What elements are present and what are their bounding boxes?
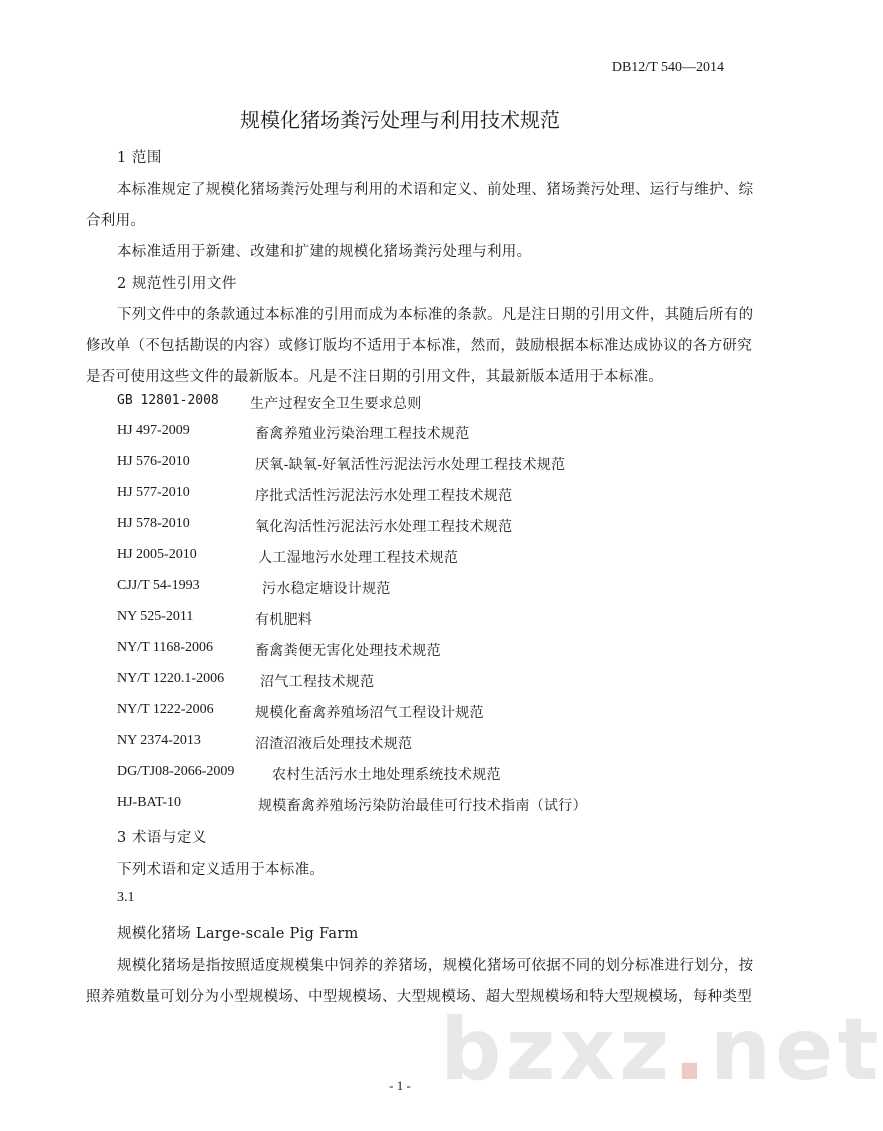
ref-code: HJ 576-2010 xyxy=(117,454,190,469)
paragraph-line: 本标准规定了规模化猪场粪污处理与利用的术语和定义、前处理、猪场粪污处理、运行与维护、综 xyxy=(117,182,754,198)
ref-title: 序批式活性污泥法污水处理工程技术规范 xyxy=(255,488,513,504)
paragraph-line: 规模化猪场是指按照适度规模集中饲养的养猪场，规模化猪场可依据不同的划分标准进行划分，按 xyxy=(117,958,754,974)
ref-code: HJ 577-2010 xyxy=(117,485,190,500)
ref-code: HJ 497-2009 xyxy=(117,423,190,438)
ref-title: 厌氧-缺氧-好氧活性污泥法污水处理工程技术规范 xyxy=(255,457,566,473)
section-3-heading: 3 术语与定义 xyxy=(117,830,207,846)
section-2-heading: 2 规范性引用文件 xyxy=(117,276,237,292)
watermark-dot: . xyxy=(673,1000,710,1100)
watermark-text: bzxz xyxy=(440,1000,674,1100)
document-code: DB12/T 540—2014 xyxy=(611,60,724,75)
paragraph-line: 修改单（不包括勘误的内容）或修订版均不适用于本标准，然而，鼓励根据本标准达成协议的各方研究 xyxy=(86,338,752,354)
ref-title: 生产过程安全卫生要求总则 xyxy=(250,396,422,412)
ref-title: 有机肥料 xyxy=(255,612,313,628)
paragraph-line: 合利用。 xyxy=(86,213,146,229)
ref-title: 沼渣沼液后处理技术规范 xyxy=(255,736,413,752)
ref-title: 人工湿地污水处理工程技术规范 xyxy=(258,550,459,566)
ref-title: 氧化沟活性污泥法污水处理工程技术规范 xyxy=(255,519,513,535)
ref-code: HJ 2005-2010 xyxy=(117,547,197,562)
document-title: 规模化猪场粪污处理与利用技术规范 xyxy=(240,108,560,132)
paragraph-line: 下列术语和定义适用于本标准。 xyxy=(117,862,325,878)
term-heading: 规模化猪场 Large-scale Pig Farm xyxy=(117,926,359,942)
ref-title: 畜禽粪便无害化处理技术规范 xyxy=(255,643,441,659)
ref-code: NY 525-2011 xyxy=(117,609,194,624)
ref-title: 规模畜禽养殖场污染防治最佳可行技术指南（试行） xyxy=(258,798,587,814)
paragraph-line: 是否可使用这些文件的最新版本。凡是不注日期的引用文件，其最新版本适用于本标准。 xyxy=(86,369,664,385)
paragraph-line: 本标准适用于新建、改建和扩建的规模化猪场粪污处理与利用。 xyxy=(117,244,532,260)
ref-title: 规模化畜禽养殖场沼气工程设计规范 xyxy=(255,705,484,721)
ref-title: 农村生活污水土地处理系统技术规范 xyxy=(272,767,501,783)
paragraph-line: 照养殖数量可划分为小型规模场、中型规模场、大型规模场、超大型规模场和特大型规模场，每种类型 xyxy=(86,989,752,1005)
section-1-heading: 1 范围 xyxy=(117,150,162,166)
ref-code: GB 12801-2008 xyxy=(117,393,219,408)
ref-code: HJ-BAT-10 xyxy=(117,795,182,810)
ref-code: CJJ/T 54-1993 xyxy=(117,578,200,593)
watermark-text: net xyxy=(709,1000,883,1100)
ref-code: NY/T 1220.1-2006 xyxy=(117,671,225,686)
ref-code: NY 2374-2013 xyxy=(117,733,201,748)
ref-title: 污水稳定塘设计规范 xyxy=(262,581,391,597)
page-number: - 1 - xyxy=(389,1078,411,1093)
subsection-number: 3.1 xyxy=(117,890,135,905)
ref-code: HJ 578-2010 xyxy=(117,516,190,531)
ref-title: 沼气工程技术规范 xyxy=(260,674,375,690)
ref-code: DG/TJ08-2066-2009 xyxy=(117,764,235,779)
ref-code: NY/T 1168-2006 xyxy=(117,640,214,655)
ref-code: NY/T 1222-2006 xyxy=(117,702,214,717)
ref-title: 畜禽养殖业污染治理工程技术规范 xyxy=(255,426,470,442)
paragraph-line: 下列文件中的条款通过本标准的引用而成为本标准的条款。凡是注日期的引用文件，其随后所有的 xyxy=(117,307,754,323)
